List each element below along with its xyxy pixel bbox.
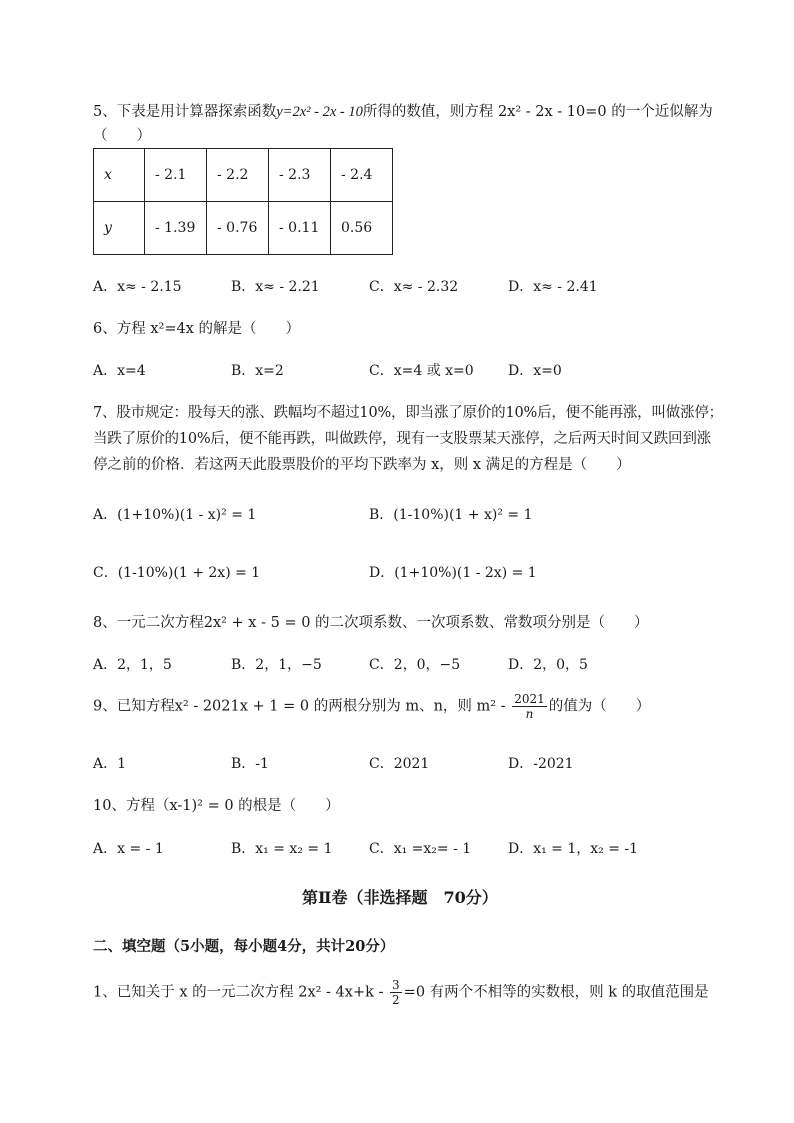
fill1-fraction-numerator: 3	[392, 978, 400, 992]
q10-option-b: B．x₁ = x₂ = 1	[231, 841, 333, 857]
q5-function: y=2x² - 2x - 10	[276, 104, 363, 120]
q10-option-a: A．x = - 1	[93, 841, 164, 857]
q7-option-d: D．(1+10%)(1 - 2x) = 1	[369, 565, 537, 581]
q5-stem-part-a: 5、下表是用计算器探索函数	[93, 104, 277, 120]
q8-stem: 8、一元二次方程2x² + x - 5 = 0 的二次项系数、一次项系数、常数项分别是（ ）	[93, 615, 649, 631]
q8-option-b: B．2，1，−5	[231, 657, 322, 673]
q9-option-a: A．1	[93, 756, 127, 772]
q5-stem	[93, 100, 713, 121]
q10-option-c: C．x₁ =x₂= - 1	[369, 841, 472, 857]
table-cell: - 1.39	[145, 202, 207, 255]
q6-option-a: A．x=4	[93, 363, 146, 379]
q9-stem-part-a: 9、已知方程x² - 2021x + 1 = 0 的两根分别为 m、n，则 m² -	[93, 698, 506, 715]
q9-fraction-numerator: 2021	[514, 692, 545, 706]
q8-option-c: C．2，0，−5	[369, 657, 461, 673]
q5-option-d: D．x≈ - 2.41	[508, 279, 598, 295]
q7-option-a: A．(1+10%)(1 - x)² = 1	[93, 507, 257, 523]
table-cell: - 2.3	[269, 149, 331, 202]
q7-stem-line-3: 停之前的价格．若这两天此股票股价的平均下跌率为 x，则 x 满足的方程是（ ）	[93, 457, 631, 473]
q9-fraction	[512, 692, 547, 721]
fill1-stem-part-b: =0 有两个不相等的实数根，则 k 的取值范围是	[403, 984, 709, 1001]
table-row-label-x: x	[94, 149, 145, 202]
fill-in-section-heading: 二、填空题（5小题，每小题4分，共计20分）	[93, 938, 395, 955]
q7-stem-line-1: 7、股市规定：股每天的涨、跌幅均不超过10%，即当涨了原价的10%后，便不能再涨，叫做涨停；	[93, 405, 723, 421]
table-row-x	[94, 149, 393, 202]
q6-stem: 6、方程 x²=4x 的解是（ ）	[93, 321, 300, 337]
q9-option-d: D．-2021	[508, 756, 574, 772]
q5-option-c: C．x≈ - 2.32	[369, 279, 459, 295]
q5-value-table	[93, 148, 393, 255]
q8-option-d: D．2，0，5	[508, 657, 588, 673]
q5-option-b: B．x≈ - 2.21	[231, 279, 320, 295]
q6-option-b: B．x=2	[231, 363, 284, 379]
table-cell: 0.56	[331, 202, 393, 255]
q9-option-c: C．2021	[369, 756, 430, 772]
fill1-fraction-denominator: 2	[392, 993, 400, 1007]
q7-option-b: B．(1-10%)(1 + x)² = 1	[369, 507, 533, 523]
q5-stem-part-b: 所得的数值，则方程 2x² - 2x - 10=0 的一个近似解为	[362, 104, 713, 120]
part-2-title: 第Ⅱ卷（非选择题 70分）	[302, 888, 498, 907]
table-row-label-y: y	[94, 202, 145, 255]
table-cell: - 2.2	[207, 149, 269, 202]
q6-option-c: C．x=4 或 x=0	[369, 363, 474, 379]
q5-answer-paren: （ ）	[93, 128, 151, 144]
q10-option-d: D．x₁ = 1，x₂ = -1	[508, 841, 639, 857]
q6-option-d: D．x=0	[508, 363, 562, 379]
fill1-fraction	[390, 978, 402, 1007]
fill1-stem-part-a: 1、已知关于 x 的一元二次方程 2x² - 4x+k -	[93, 984, 384, 1001]
fill1-stem	[93, 978, 709, 1007]
q9-option-b: B．-1	[231, 756, 269, 772]
table-cell: - 0.76	[207, 202, 269, 255]
table-cell: - 2.4	[331, 149, 393, 202]
q9-fraction-denominator: n	[525, 707, 534, 721]
q7-stem-line-2: 当跌了原价的10%后，便不能再跌，叫做跌停，现有一支股票某天涨停，之后两天时间又跌回到涨	[93, 431, 711, 447]
q9-stem	[93, 692, 650, 721]
q5-option-a: A．x≈ - 2.15	[93, 279, 182, 295]
q7-option-c: C．(1-10%)(1 + 2x) = 1	[93, 565, 261, 581]
table-cell: - 0.11	[269, 202, 331, 255]
q9-stem-part-b: 的值为（ ）	[548, 698, 651, 715]
q10-stem: 10、方程（x-1)² = 0 的根是（ ）	[93, 798, 340, 814]
q8-option-a: A．2，1，5	[93, 657, 172, 673]
table-cell: - 2.1	[145, 149, 207, 202]
table-row-y	[94, 202, 393, 255]
